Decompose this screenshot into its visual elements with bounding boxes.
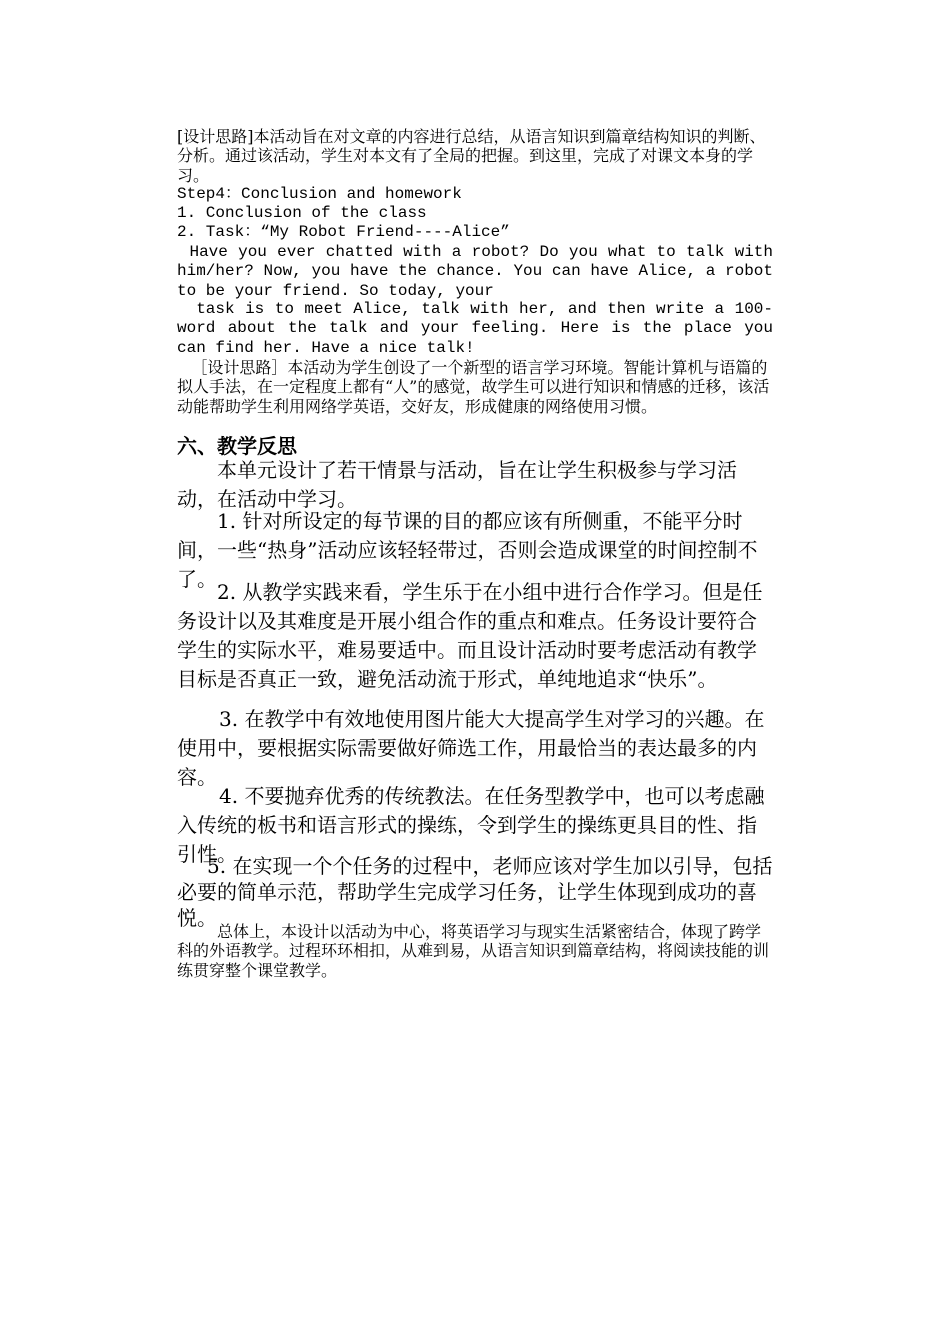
section-heading: 六、教学反思 [177, 434, 297, 458]
step4-title: Step4：Conclusion and homework [177, 185, 462, 203]
summary-paragraph: 总体上，本设计以活动为中心，将英语学习与现实生活紧密结合，体现了跨学科的外语教学。过程环环相扣，从难到易，从语言知识到篇章结构，将阅读技能的训练贯穿整个课堂教学。 [177, 922, 770, 980]
reflection-point-5: 5. 在实现一个个任务的过程中，老师应该对学生加以引导，包括必要的简单示范，帮助学生完成学习任务，让学生体现到成功的喜悦。 [177, 854, 773, 930]
reflection-point-3: 3. 在教学中有效地使用图片能大大提高学生对学习的兴趣。在使用中，要根据实际需要做好筛选工作，用最恰当的表达最多的内容。 [177, 707, 765, 789]
reflection-point-1: 1. 针对所设定的每节课的目的都应该有所侧重，不能平分时间，一些“热身”活动应该轻轻带过，否则会造成课堂的时间控制不了。 [177, 509, 758, 591]
design-note-2: ［设计思路］本活动为学生创设了一个新型的语言学习环境。智能计算机与语篇的拟人手法，在一定程度上都有“人”的感觉，故学生可以进行知识和情感的迁移，该活动能帮助学生利用网络学英语，交好友，形成健康的网络使用习惯。 [177, 358, 770, 416]
reflection-intro: 本单元设计了若干情景与活动，旨在让学生积极参与学习活动，在活动中学习。 [177, 458, 737, 511]
task-paragraph-2: task is to meet Alice, talk with her, and then write a 100-word about the talk and your feeling. Here is the place you can find her. Have a nice talk! [177, 300, 773, 357]
reflection-point-4: 4. 不要抛弃优秀的传统教法。在任务型教学中，也可以考虑融入传统的板书和语言形式的操练，令到学生的操练更具目的性、指引性。 [177, 784, 765, 866]
design-note-1: [设计思路]本活动旨在对文章的内容进行总结，从语言知识到篇章结构知识的判断、分析。通过该活动，学生对本文有了全局的把握。到这里，完成了对课文本身的学习。 [177, 127, 766, 185]
step4-item-1: 1. Conclusion of the class [177, 204, 427, 222]
task-paragraph-1: Have you ever chatted with a robot? Do you what to talk with him/her? Now, you have the chance. You can have Alice, a robot to be your friend. So today, your [177, 243, 773, 300]
reflection-point-2: 2. 从教学实践来看，学生乐于在小组中进行合作学习。但是任务设计以及其难度是开展小组合作的重点和难点。任务设计要符合学生的实际水平，难易要适中。而且设计活动时要考虑活动有教学目标是否真正一致，避免活动流于形式，单纯地追求“快乐”。 [177, 580, 763, 691]
step4-item-2: 2. Task：“My Robot Friend----Alice” [177, 223, 510, 241]
